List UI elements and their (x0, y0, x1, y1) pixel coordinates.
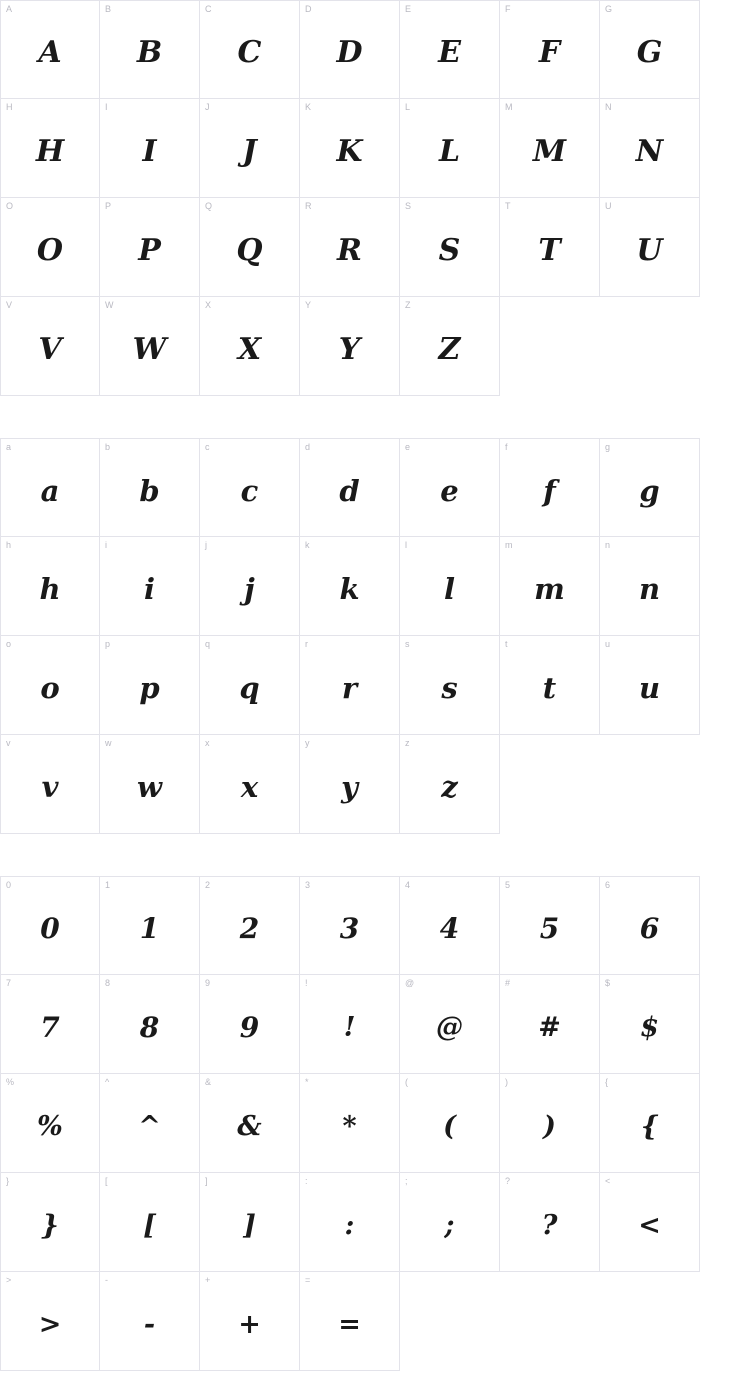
glyph-cell-label: f (505, 442, 508, 452)
glyph-cell-label: Q (205, 201, 213, 211)
glyph-cell-character: } (41, 1209, 59, 1241)
glyph-cell-character: l (443, 572, 456, 606)
glyph-cell-character: U (636, 232, 663, 268)
glyph-cell (0, 876, 100, 975)
symbols-grid (0, 876, 700, 1371)
glyph-cell-label: t (505, 639, 508, 649)
glyph-cell-character: w (137, 770, 162, 804)
glyph-cell (200, 297, 300, 396)
glyph-cell-character: ] (243, 1209, 256, 1241)
glyph-cell (500, 1173, 600, 1272)
glyph-cell-label: ^ (105, 1077, 110, 1087)
glyph-cell-character: k (339, 572, 360, 606)
glyph-cell-character: 9 (239, 1010, 260, 1044)
glyph-cell-empty (500, 735, 600, 834)
glyph-cell-character: u (638, 671, 661, 705)
glyph-cell-label: e (405, 442, 411, 452)
glyph-cell-character: B (136, 35, 163, 70)
glyph-cell-character: s (441, 671, 458, 705)
glyph-cell (100, 198, 200, 297)
glyph-cell-label: a (6, 442, 12, 452)
glyph-cell-character: > (38, 1308, 62, 1340)
glyph-cell-character: ) (543, 1110, 556, 1142)
glyph-cell (0, 1074, 100, 1173)
glyph-cell-label: - (105, 1275, 109, 1285)
glyph-cell-character: Q (236, 232, 263, 268)
glyph-cell-character: - (143, 1308, 156, 1340)
glyph-cell-label: 4 (405, 880, 411, 890)
glyph-cell (600, 438, 700, 537)
glyph-cell-character: 8 (139, 1010, 160, 1044)
glyph-cell-character: 7 (40, 1010, 60, 1044)
glyph-cell (100, 0, 200, 99)
glyph-cell-label: < (605, 1176, 611, 1186)
glyph-cell-label: ? (505, 1176, 511, 1186)
glyph-cell (600, 537, 700, 636)
glyph-cell (0, 438, 100, 537)
glyph-cell (600, 876, 700, 975)
glyph-cell (0, 636, 100, 735)
glyph-cell-label: o (6, 639, 12, 649)
glyph-cell-label: E (405, 4, 412, 14)
glyph-cell (0, 735, 100, 834)
glyph-cell-character: $ (640, 1011, 659, 1043)
glyph-cell-label: M (505, 102, 513, 112)
glyph-cell (200, 99, 300, 198)
glyph-cell-empty (600, 1272, 700, 1371)
glyph-cell-empty (600, 735, 700, 834)
glyph-cell (400, 297, 500, 396)
glyph-cell-character: 1 (139, 912, 160, 945)
glyph-cell-label: { (605, 1077, 609, 1087)
glyph-cell-label: c (205, 442, 210, 452)
glyph-cell-character: e (440, 473, 459, 508)
glyph-cell-label: N (605, 102, 612, 112)
glyph-cell-character: 3 (339, 912, 360, 945)
glyph-cell (100, 537, 200, 636)
glyph-cell (0, 1272, 100, 1371)
glyph-cell (400, 735, 500, 834)
glyph-cell-label: 6 (605, 880, 611, 890)
glyph-cell-label: H (6, 102, 13, 112)
glyph-cell (600, 99, 700, 198)
glyph-cell (200, 636, 300, 735)
glyph-cell (200, 198, 300, 297)
glyph-cell-label: j (205, 540, 208, 550)
glyph-cell-character: ^ (138, 1110, 161, 1142)
glyph-cell (300, 0, 400, 99)
glyph-cell-character: h (39, 572, 61, 606)
glyph-cell (0, 0, 100, 99)
glyph-cell-character: W (132, 331, 167, 367)
glyph-cell (400, 0, 500, 99)
glyph-cell-character: d (339, 473, 360, 508)
glyph-cell (300, 1173, 400, 1272)
glyph-cell-character: K (336, 133, 363, 169)
glyph-cell-label: s (405, 639, 410, 649)
glyph-cell (600, 198, 700, 297)
glyph-cell-label: V (6, 300, 13, 310)
glyph-cell-character: ; (444, 1209, 455, 1241)
glyph-cell-character: 5 (539, 912, 560, 945)
glyph-cell (500, 438, 600, 537)
glyph-cell-label: $ (605, 978, 611, 988)
glyph-cell-label: + (205, 1275, 211, 1285)
glyph-cell (300, 975, 400, 1074)
glyph-cell-label: ( (405, 1077, 409, 1087)
glyph-cell (100, 975, 200, 1074)
glyph-cell-label: w (105, 738, 112, 748)
glyph-cell-character: [ (143, 1209, 156, 1241)
glyph-cell-character: t (542, 671, 557, 705)
glyph-cell-empty (500, 297, 600, 396)
glyph-cell (300, 1074, 400, 1173)
glyph-cell-label: X (205, 300, 212, 310)
glyph-cell-character: % (37, 1110, 63, 1142)
glyph-cell-character: L (438, 133, 461, 169)
glyph-cell-character: M (532, 133, 567, 169)
glyph-cell-character: S (438, 232, 461, 268)
glyph-cell (400, 975, 500, 1074)
glyph-cell-character: O (36, 232, 64, 268)
glyph-cell-character: 6 (639, 912, 660, 945)
glyph-cell-character: i (143, 572, 156, 606)
glyph-cell-label: n (605, 540, 611, 550)
glyph-cell-label: T (505, 201, 511, 211)
glyph-cell-empty (400, 1272, 500, 1371)
glyph-cell-label: * (305, 1077, 309, 1087)
glyph-cell (100, 1272, 200, 1371)
glyph-cell-label: d (305, 442, 311, 452)
glyph-cell-label: % (6, 1077, 15, 1087)
glyph-cell (400, 198, 500, 297)
glyph-cell (200, 1173, 300, 1272)
glyph-cell-label: J (205, 102, 210, 112)
glyph-cell (0, 975, 100, 1074)
glyph-cell-label: @ (405, 978, 415, 988)
glyph-cell (300, 876, 400, 975)
glyph-cell-label: W (105, 300, 114, 310)
glyph-cell (200, 975, 300, 1074)
glyph-cell-label: l (405, 540, 408, 550)
glyph-cell-label: I (105, 102, 108, 112)
glyph-cell-label: u (605, 639, 611, 649)
glyph-cell-label: } (6, 1176, 10, 1186)
glyph-cell-label: A (6, 4, 13, 14)
glyph-cell-character: j (244, 572, 255, 606)
glyph-cell (200, 0, 300, 99)
glyph-cell-label: O (6, 201, 14, 211)
glyph-cell-character: ! (343, 1011, 356, 1043)
glyph-cell (500, 636, 600, 735)
glyph-cell-character: : (344, 1209, 355, 1241)
glyph-cell (0, 1173, 100, 1272)
glyph-cell-label: Y (305, 300, 312, 310)
glyph-cell-character: c (240, 473, 259, 508)
glyph-cell-label: b (105, 442, 111, 452)
glyph-cell (600, 1173, 700, 1272)
glyph-cell (500, 0, 600, 99)
lowercase-section (0, 438, 740, 834)
glyph-cell-label: B (105, 4, 112, 14)
glyph-cell (400, 99, 500, 198)
glyph-cell-label: y (305, 738, 310, 748)
glyph-cell-label: [ (105, 1176, 108, 1186)
glyph-cell-character: I (142, 133, 157, 169)
glyph-cell-label: h (6, 540, 12, 550)
glyph-cell-character: ( (443, 1110, 456, 1142)
glyph-cell-character: { (640, 1110, 659, 1142)
glyph-cell (400, 1074, 500, 1173)
glyph-cell-character: + (238, 1308, 261, 1340)
section-divider-1 (0, 396, 740, 438)
glyph-cell-label: q (205, 639, 211, 649)
glyph-cell-character: V (38, 331, 62, 367)
glyph-cell-character: G (636, 35, 663, 70)
lowercase-grid (0, 438, 700, 834)
glyph-cell-character: b (139, 473, 160, 508)
glyph-cell-label: Z (405, 300, 411, 310)
glyph-cell (100, 735, 200, 834)
glyph-cell (500, 1074, 600, 1173)
glyph-cell-character: D (336, 35, 363, 70)
glyph-cell-label: L (405, 102, 411, 112)
uppercase-grid (0, 0, 700, 396)
glyph-cell-label: C (205, 4, 212, 14)
glyph-cell-label: P (105, 201, 112, 211)
glyph-cell-character: H (35, 133, 65, 169)
glyph-cell-character: = (338, 1308, 361, 1340)
glyph-cell (300, 198, 400, 297)
glyph-cell (500, 537, 600, 636)
glyph-cell-character: C (237, 35, 262, 70)
glyph-cell-label: 1 (105, 880, 111, 890)
glyph-cell (300, 636, 400, 735)
glyph-cell (200, 1272, 300, 1371)
glyph-cell-label: i (105, 540, 108, 550)
glyph-cell-character: x (240, 770, 259, 804)
glyph-cell-character: Y (338, 331, 361, 367)
glyph-cell-label: 3 (305, 880, 311, 890)
glyph-cell (0, 537, 100, 636)
glyph-cell (300, 1272, 400, 1371)
glyph-cell-label: S (405, 201, 412, 211)
glyph-cell-character: 4 (439, 912, 460, 945)
glyph-cell (100, 1074, 200, 1173)
glyph-cell-character: v (41, 770, 59, 804)
glyph-cell-character: * (342, 1110, 357, 1142)
glyph-cell-label: ; (405, 1176, 408, 1186)
glyph-cell-label: D (305, 4, 312, 14)
glyph-cell (100, 1173, 200, 1272)
glyph-cell-label: & (205, 1077, 212, 1087)
glyph-cell-character: N (635, 133, 664, 169)
glyph-cell-character: E (438, 35, 461, 70)
glyph-cell-character: J (242, 133, 257, 169)
glyph-cell-label: x (205, 738, 210, 748)
glyph-cell-character: F (538, 35, 561, 70)
glyph-cell (0, 297, 100, 396)
glyph-cell (300, 99, 400, 198)
glyph-cell-character: z (441, 770, 458, 804)
glyph-cell-label: m (505, 540, 513, 550)
glyph-cell-character: 2 (239, 912, 260, 945)
glyph-cell-label: 5 (505, 880, 511, 890)
glyph-cell-label: R (305, 201, 312, 211)
glyph-cell-label: g (605, 442, 611, 452)
glyph-cell (600, 975, 700, 1074)
glyph-cell-character: & (237, 1110, 262, 1142)
glyph-cell-empty (600, 297, 700, 396)
glyph-cell (100, 636, 200, 735)
glyph-cell-label: 0 (6, 880, 12, 890)
glyph-cell-character: T (538, 232, 561, 268)
glyph-cell-empty (500, 1272, 600, 1371)
glyph-cell (300, 537, 400, 636)
glyph-cell-label: ] (205, 1176, 208, 1186)
glyph-cell-label: # (505, 978, 511, 988)
glyph-cell (500, 99, 600, 198)
section-divider-2 (0, 834, 740, 876)
glyph-cell-character: A (38, 35, 62, 70)
glyph-cell-character: r (341, 671, 358, 705)
glyph-cell-label: = (305, 1275, 311, 1285)
glyph-cell-character: g (639, 473, 660, 508)
glyph-cell (100, 438, 200, 537)
glyph-cell-character: q (239, 671, 260, 705)
glyph-cell-character: R (337, 232, 362, 268)
glyph-cell-character: f (543, 473, 556, 508)
glyph-cell (200, 735, 300, 834)
glyph-cell (400, 876, 500, 975)
glyph-cell-label: ) (505, 1077, 509, 1087)
glyph-cell-character: o (40, 671, 60, 705)
glyph-cell (500, 975, 600, 1074)
glyph-cell (500, 876, 600, 975)
glyph-cell (500, 198, 600, 297)
glyph-cell (300, 297, 400, 396)
glyph-cell (400, 1173, 500, 1272)
glyph-cell-label: z (405, 738, 410, 748)
glyph-cell-label: K (305, 102, 312, 112)
glyph-cell (0, 99, 100, 198)
glyph-cell (600, 1074, 700, 1173)
glyph-cell-label: F (505, 4, 511, 14)
glyph-cell-character: Z (438, 331, 461, 367)
glyph-cell-character: 0 (40, 912, 60, 945)
glyph-cell (200, 1074, 300, 1173)
glyph-cell-character: < (638, 1209, 661, 1241)
glyph-cell-label: > (6, 1275, 12, 1285)
glyph-cell-character: P (138, 232, 161, 268)
glyph-cell (100, 297, 200, 396)
glyph-cell-label: 9 (205, 978, 211, 988)
glyph-cell-label: ! (305, 978, 308, 988)
glyph-cell-label: 7 (6, 978, 12, 988)
glyph-cell-label: v (6, 738, 11, 748)
glyph-cell-label: 8 (105, 978, 111, 988)
glyph-cell-character: p (139, 671, 160, 705)
glyph-cell (100, 99, 200, 198)
glyph-cell (200, 876, 300, 975)
glyph-cell-label: G (605, 4, 613, 14)
glyph-cell-label: p (105, 639, 111, 649)
glyph-cell-label: r (305, 639, 309, 649)
glyph-cell-character: ? (541, 1209, 558, 1241)
glyph-cell (200, 438, 300, 537)
glyph-cell-character: n (638, 572, 661, 606)
glyph-cell-character: a (40, 473, 60, 508)
glyph-cell-character: y (341, 770, 358, 804)
glyph-cell (600, 0, 700, 99)
glyph-cell-label: k (305, 540, 310, 550)
glyph-cell (300, 438, 400, 537)
glyph-cell-character: @ (436, 1011, 463, 1043)
symbols-section (0, 876, 740, 1371)
glyph-cell (400, 537, 500, 636)
glyph-cell (200, 537, 300, 636)
glyph-cell (0, 198, 100, 297)
glyph-cell (400, 636, 500, 735)
glyph-cell-label: 2 (205, 880, 211, 890)
glyph-cell (400, 438, 500, 537)
uppercase-section (0, 0, 740, 396)
glyph-cell-character: # (538, 1011, 561, 1043)
glyph-cell (300, 735, 400, 834)
glyph-cell (600, 636, 700, 735)
glyph-cell-character: X (237, 331, 262, 367)
glyph-cell (100, 876, 200, 975)
glyph-cell-label: : (305, 1176, 308, 1186)
glyph-cell-character: m (534, 572, 565, 606)
glyph-cell-label: U (605, 201, 612, 211)
